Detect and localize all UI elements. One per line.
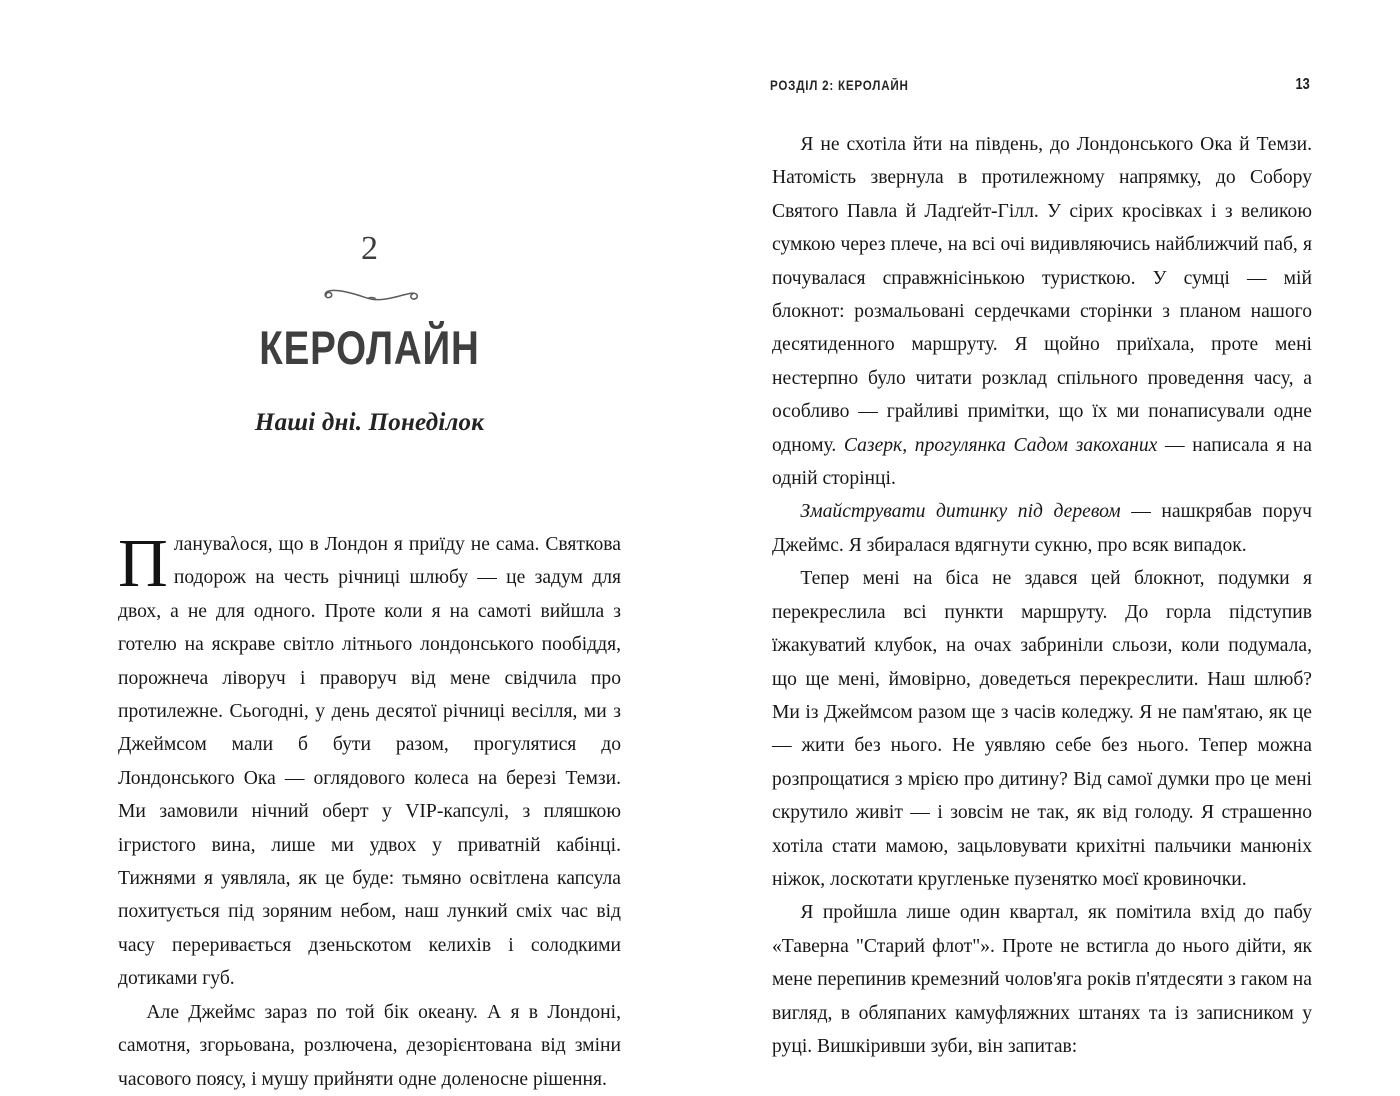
- italic-run: Змайструвати дитинку під деревом: [800, 501, 1121, 523]
- text-run: Я не схотіла йти на південь, до Лондонського Ока й Темзи. Натомість звернула в протилежному напрямку, до Собору Святого Павла й Ладґейт-Гілл. У сірих кросівках і з великою сумкою через плече, на всі очі видивляючись найближчий паб, я почувалася справжнісінькою туристкою. У сумці — мій блокнот: розмальовані сердечками сторінки з планом нашого десятиденного маршруту. Я щойно приїхала, проте мені нестерпно було читати розклад спільного проведення часу, а особливо — грайливі примітки, що їх ми понаписували одне одному.: [772, 134, 1312, 456]
- text-run: Тепер мені на біса не здався цей блокнот, подумки я перекреслила всі пункти маршруту. До горла підступив їжакуватий клубок, на очах забриніли сльози, коли подумала, що ще мені, ймовірно, доведеться перекреслити. Наш шлюб? Ми із Джеймсом разом ще з часів коледжу. Я не пам'ятаю, як це — жити без нього. Не уявляю себе без нього. Тепер можна розпрощатися з мрією про дитину? Від самої думки про це мені скрутило живіт — і зовсім не так, як від голоду. Я страшенно хотіла стати мамою, зацьловувати крихітні пальчики манюніх ніжок, лоскотати кругленьке пузенятко моєї кровиночки.: [772, 568, 1312, 890]
- chapter-opener: [118, 232, 621, 437]
- text-run: — нашкрябав поруч Джеймс. Я збиралася вдягнути сукню, про всяк випадок.: [772, 501, 1312, 556]
- text-run: — написала я на одній сторінці.: [772, 434, 1312, 490]
- paragraph-body: лануваλося, що в Лондон я приїду не сама. Святкова подорож на честь річниці шлюбу — це задум для двох, а не для одного. Проте коли я на самоті вийшла з готелю на яскраве світло літнього лондонського пообіддя, порожнеча ліворуч і праворуч від мене свідчила про протилежне. Сьогодні, у день десятої річниці весілля, ми з Джеймсом мали б бути разом, прогулятися до Лондонського Ока — оглядового колеса на березі Темзи. Ми замовили нічний оберт у VIP-капсулі, з пляшкою ігристого вина, лише ми удвох у приватній кабінці. Тижнями я уявляла, як це буде: тьмяно освітлена капсула похитується під зоряним небом, наш лункий сміх час від часу переривається дзеньскотом келихів і солодкими дотиками губ.: [118, 534, 621, 990]
- drop-cap: П: [118, 525, 168, 601]
- running-head: [770, 74, 1310, 96]
- flourish-swash-ornament: [118, 280, 621, 314]
- chapter-number: 2: [361, 230, 378, 267]
- text-run: Я пройшла лише один квартал, як помітила вхід до пабу «Таверна "Старий флот"». Проте не встигла до нього дійти, як мене перепинив кремезний чолов'яга років п'ятдесяти з гаком на вигляд, в обляпаних камуфляжних штанях та із записником у руці. Вишкіривши зуби, він запитав:: [772, 902, 1312, 1057]
- paragraph: [772, 562, 1312, 896]
- paragraph-with-dropcap: [118, 525, 621, 996]
- chapter-title: КЕРОЛАЙН: [259, 321, 480, 374]
- running-head-chapter-title: РОЗДІЛ 2: КЕРОЛАЙН: [770, 77, 909, 93]
- page-number: 13: [1295, 76, 1310, 93]
- left-column-text: [118, 525, 621, 1096]
- italic-run: Сазерк, прогулянка Садом закоханих: [843, 434, 1158, 456]
- paragraph: [772, 896, 1312, 1063]
- chapter-subtitle: Наші дні. Понеділок: [254, 409, 485, 436]
- right-column-text: [772, 128, 1312, 1063]
- paragraph: [772, 495, 1312, 562]
- paragraph: Але Джеймс зараз по той бік океану. А я в Лондоні, самотня, згорьована, розлючена, дезорієнтована від зміни часового поясу, і мушу прийняти одне доленосне рішення.: [118, 1001, 621, 1090]
- paragraph: [772, 128, 1312, 495]
